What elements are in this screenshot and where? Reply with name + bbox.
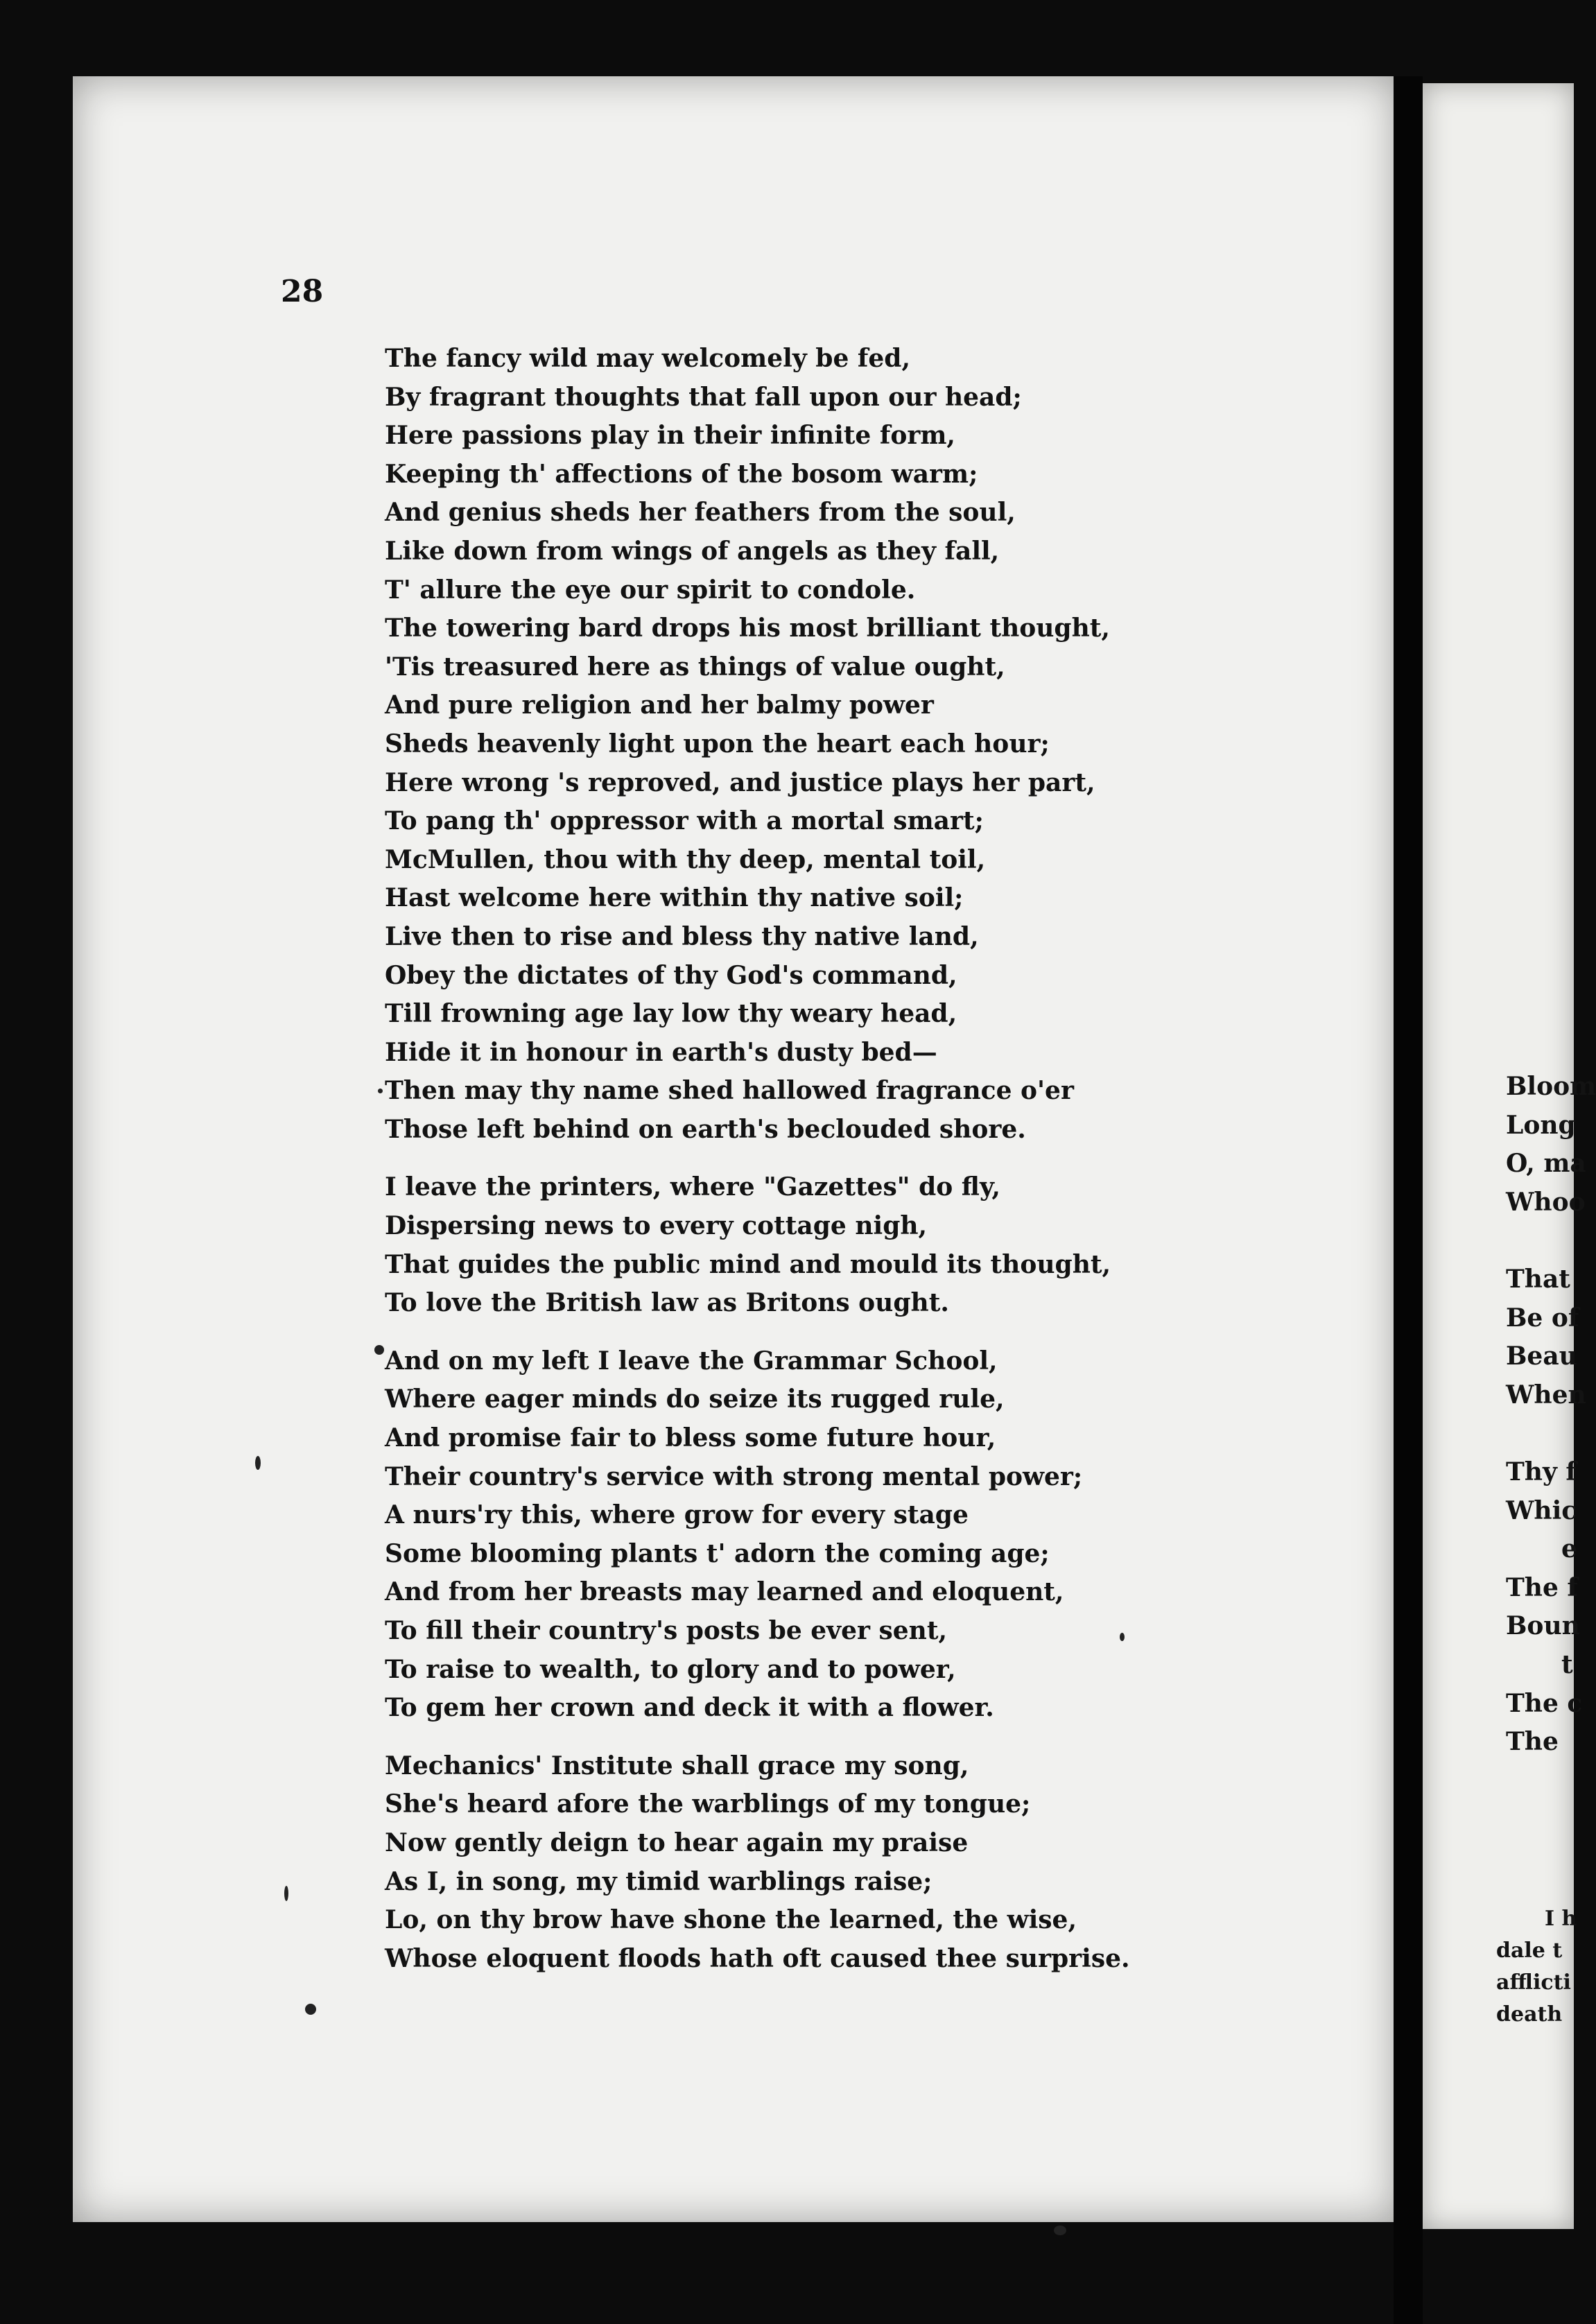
stanza-4: [385, 1747, 1369, 1979]
poem-line: Here passions play in their infinite form,: [385, 421, 955, 451]
stanza-2: [385, 1168, 1369, 1322]
poem-line: The fancy wild may welcomely be fed,: [385, 344, 911, 373]
fragment-line: Whic: [1506, 1495, 1577, 1525]
poem-line: Hide it in honour in earth's dusty bed—: [385, 1037, 937, 1067]
stanza-3: [385, 1342, 1369, 1728]
poem-line: Keeping th' affections of the bosom warm;: [385, 459, 978, 489]
poem-line: And on my left I leave the Grammar School,: [385, 1346, 998, 1376]
poem-line: Live then to rise and bless thy native land,: [385, 921, 979, 951]
fragment-line: That: [1506, 1264, 1570, 1294]
fragment-line: When: [1506, 1380, 1586, 1410]
fragment-line: Bloom: [1506, 1072, 1596, 1101]
poem-line: A nurs'ry this, where grow for every stage: [385, 1500, 969, 1530]
poem-line: Lo, on thy brow have shone the learned, the wise,: [385, 1905, 1077, 1935]
poem-line: McMullen, thou with thy deep, mental toil,: [385, 844, 986, 874]
poem-line: To fill their country's posts be ever sent,: [385, 1616, 947, 1645]
poem-line: She's heard afore the warblings of my tongue;: [385, 1789, 1031, 1819]
stanza-1: [385, 340, 1369, 1149]
fragment-line: Whoo: [1506, 1187, 1586, 1217]
poem-line: And from her breasts may learned and eloquent,: [385, 1577, 1064, 1607]
page-number: 28: [281, 274, 324, 309]
fragment-line: Beau: [1506, 1342, 1577, 1371]
poem-line: To love the British law as Britons ought.: [385, 1288, 949, 1318]
poem-line: By fragrant thoughts that fall upon our head;: [385, 382, 1022, 412]
fragment-line: O, ma: [1506, 1149, 1586, 1179]
poem-line: Like down from wings of angels as they fall,: [385, 536, 1000, 566]
poem-line: And pure religion and her balmy power: [385, 691, 934, 720]
poem-line: As I, in song, my timid warblings raise;: [385, 1866, 933, 1896]
poem-line: Obey the dictates of thy God's command,: [385, 960, 957, 990]
book-gutter: [1394, 76, 1423, 2324]
fragment-line: t: [1561, 1649, 1573, 1679]
poem-line: I leave the printers, where "Gazettes" do fly,: [385, 1172, 1000, 1202]
fragment-line: The: [1506, 1727, 1559, 1757]
fragment-line: Thy f: [1506, 1457, 1577, 1486]
poem-line: Sheds heavenly light upon the heart each hour;: [385, 729, 1050, 758]
fragment-line: The c: [1506, 1688, 1583, 1718]
prose-line: dale t: [1496, 1939, 1563, 1963]
poem-line: And genius sheds her feathers from the soul,: [385, 498, 1016, 528]
ink-speck: [255, 1456, 261, 1470]
poem-line: Then may thy name shed hallowed fragrance o'er: [385, 1076, 1074, 1106]
poem-line: To raise to wealth, to glory and to power,: [385, 1654, 956, 1684]
poem-line: Those left behind on earth's beclouded shore.: [385, 1114, 1026, 1144]
fragment-line: Long: [1506, 1110, 1576, 1140]
fragment-line: The f: [1506, 1572, 1578, 1602]
poem-line: That guides the public mind and mould its thought,: [385, 1249, 1111, 1279]
poem-line: Till frowning age lay low thy weary head,: [385, 999, 957, 1029]
fragment-line: [1506, 1222, 1596, 1260]
fragment-line: [1506, 1414, 1596, 1453]
ink-speck: [378, 1089, 383, 1093]
poem-line: The towering bard drops his most brilliant thought,: [385, 614, 1110, 643]
prose-line: death: [1496, 2002, 1563, 2027]
poem-line: Hast welcome here within thy native soil;: [385, 883, 964, 913]
poem-line: And promise fair to bless some future hour,: [385, 1423, 996, 1453]
fragment-line: Boun: [1506, 1611, 1580, 1641]
poem-line: Dispersing news to every cottage nigh,: [385, 1211, 928, 1241]
prose-line: I h: [1545, 1907, 1577, 1931]
fragment-line: e: [1561, 1534, 1577, 1564]
poem-line: To gem her crown and deck it with a flower.: [385, 1693, 994, 1723]
right-page-prose: [1496, 1903, 1577, 2031]
poem-line: 'Tis treasured here as things of value ought,: [385, 652, 1005, 682]
right-page-fragments: [1506, 1068, 1596, 1762]
poem-text: [385, 340, 1369, 1997]
poem-line: Where eager minds do seize its rugged rule,: [385, 1385, 1005, 1414]
ink-speck: [305, 2004, 316, 2015]
poem-line: To pang th' oppressor with a mortal smart;: [385, 806, 984, 836]
prose-line: afflicti: [1496, 1970, 1571, 1995]
poem-line: Here wrong 's reproved, and justice plays her part,: [385, 768, 1095, 797]
ink-speck: [374, 1345, 384, 1355]
ink-speck: [1054, 2226, 1066, 2235]
poem-line: T' allure the eye our spirit to condole.: [385, 575, 916, 605]
ink-speck: [1120, 1633, 1125, 1641]
poem-line: Whose eloquent floods hath oft caused thee surprise.: [385, 1943, 1130, 1973]
poem-line: Their country's service with strong mental power;: [385, 1462, 1083, 1491]
poem-line: Mechanics' Institute shall grace my song,: [385, 1751, 969, 1780]
fragment-line: Be of: [1506, 1303, 1579, 1333]
poem-line: Now gently deign to hear again my praise: [385, 1828, 969, 1857]
poem-line: Some blooming plants t' adorn the coming age;: [385, 1538, 1050, 1568]
ink-speck: [284, 1886, 288, 1901]
